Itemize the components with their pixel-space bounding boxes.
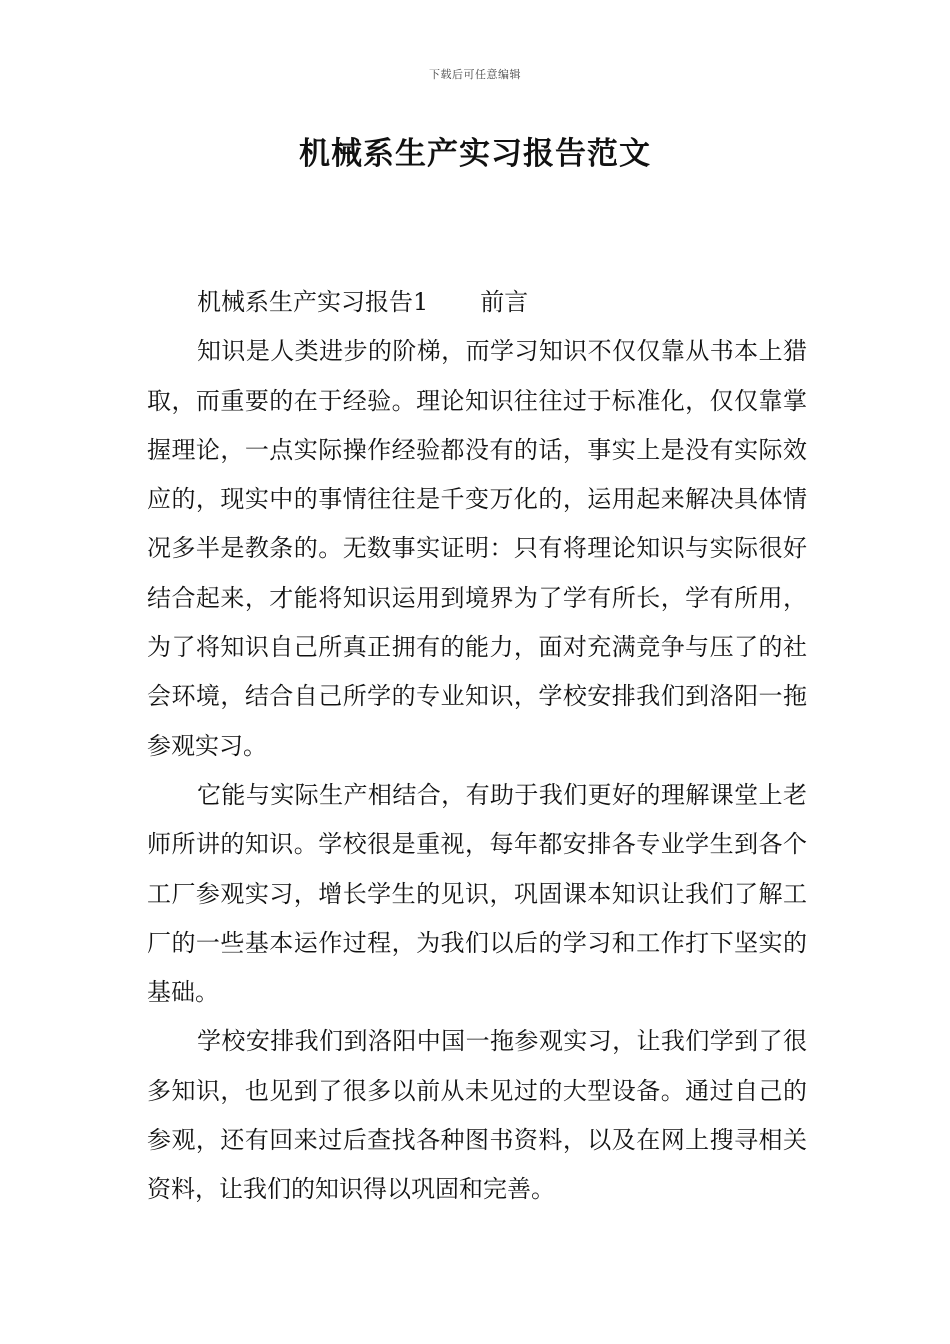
- section-label: 机械系生产实习报告1: [197, 288, 429, 316]
- paragraph-1: 知识是人类进步的阶梯，而学习知识不仅仅靠从书本上猎取，而重要的在于经验。理论知识往往过于标准化，仅仅靠掌握理论，一点实际操作经验都没有的话，事实上是没有实际效应的，现实中的事情往往是千变万化的，运用起来解决具体情况多半是教条的。无数事实证明：只有将理论知识与实际很好结合起来，才能将知识运用到境界为了学有所长，学有所用，为了将知识自己所真正拥有的能力，面对充满竞争与压了的社会环境，结合自己所学的专业知识，学校安排我们到洛阳一拖参观实习。: [147, 337, 807, 760]
- header-note: 下载后可任意编辑: [429, 68, 521, 81]
- document-body: [147, 278, 807, 1215]
- section-heading: [147, 278, 807, 327]
- document-title: 机械系生产实习报告范文: [299, 136, 651, 172]
- section-subtitle: 前言: [480, 288, 529, 316]
- paragraph-3: 学校安排我们到洛阳中国一拖参观实习，让我们学到了很多知识，也见到了很多以前从未见过的大型设备。通过自己的参观，还有回来过后查找各种图书资料，以及在网上搜寻相关资料，让我们的知识得以巩固和完善。: [147, 1027, 807, 1204]
- paragraph-2: 它能与实际生产相结合，有助于我们更好的理解课堂上老师所讲的知识。学校很是重视，每年都安排各专业学生到各个工厂参观实习，增长学生的见识，巩固课本知识让我们了解工厂的一些基本运作过程，为我们以后的学习和工作打下坚实的基础。: [147, 780, 807, 1007]
